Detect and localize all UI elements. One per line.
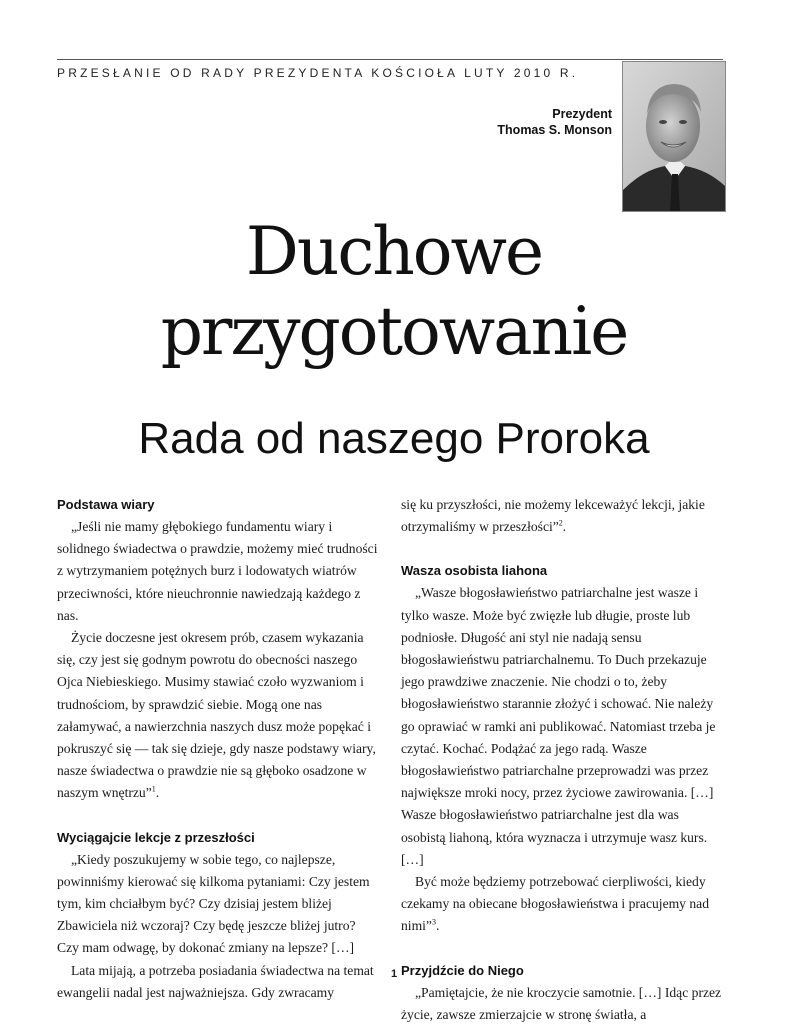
paragraph: się ku przyszłości, nie możemy lekceważyć lekcji, jakie otrzymaliśmy w przeszłości”$^2$. bbox=[401, 497, 705, 535]
header-rule bbox=[57, 59, 723, 60]
byline bbox=[497, 106, 612, 138]
paragraph: „Pamiętajcie, że nie kroczycie samotnie. […] Idąc przez życie, zawsze zmierzajcie w stronę światła, a bbox=[401, 984, 722, 1022]
left-column bbox=[57, 494, 379, 1004]
section-heading: Wyciągajcie lekcje z przeszłości bbox=[57, 829, 255, 845]
footnote-ref: 3 bbox=[431, 917, 436, 927]
byline-name: Thomas S. Monson bbox=[497, 123, 612, 137]
footnote-ref: 1 bbox=[151, 784, 156, 794]
section-heading: Podstawa wiary bbox=[57, 497, 155, 512]
paragraph: Być może będziemy potrzebować cierpliwości, kiedy czekamy na obiecane błogosławieństwa i pracujemy nad nimi”$^3$. bbox=[401, 874, 710, 934]
section-heading: Wasza osobista liahona bbox=[401, 563, 548, 579]
paragraph: Życie doczesne jest okresem prób, czasem wykazania się, czy jest się godnym powrotu do obecności naszego Ojca Niebieskiego. Musimy stawiać czoło wyzwaniom i trudnościom, by sprawdzić siebie. Mogą one nas załamywać, a nawierzchnia naszych dusz może popękać i pokruszyć się — tak się dzieje, gdy nasze podstawy wiary, nasze świadectwa o prawdzie nie są głęboko osadzone w naszym wnętrzu”$^1$. bbox=[57, 630, 376, 801]
page-number: 1 bbox=[390, 968, 398, 980]
article-subtitle: Rada od naszego Proroka bbox=[138, 413, 650, 463]
paragraph: „Jeśli nie mamy głębokiego fundamentu wiary i solidnego świadectwa o prawdzie, możemy mieć trudności z wytrzymaniem potężnych burz i lodowatych wiatrów przeciwności, które nieuchronnie nawiedzają każdego z nas. bbox=[57, 519, 378, 623]
section-heading: Przyjdźcie do Niego bbox=[401, 962, 524, 978]
paragraph: „Kiedy poszukujemy w sobie tego, co najlepsze, powinniśmy kierować się kilkoma pytaniami: Czy jestem tym, kim chciałbym być? Czy dzisiaj jestem bliżej Zbawiciela niż wczoraj? Czy będę jeszcze bliżej jutro? Czy mam odwagę, by dokonać zmiany na lepsze? […] bbox=[57, 851, 370, 956]
paragraph: „Wasze błogosławieństwo patriarchalne jest wasze i tylko wasze. Może być zwięzłe lub długie, proste lub podniosłe. Długość ani styl nie nadają sensu błogosławieństwu patriarchalnemu. To Duch przekazuje jego prawdziwe znaczenie. Nie chodzi o to, żeby błogosławieństwo starannie złożyć i schować. Nie należy go oprawiać w ramki ani publikować. Natomiast trzeba je czytać. Kochać. Podążać za jego radą. Wasze błogosławieństwo patriarchalne przeprowadzi was przez największe mroki nocy, przez życiowe zawirowania. […] Wasze błogosławieństwo patriarchalne jest dla was osobistą liahoną, która wyznacza i utrzymuje wasz kurs. […] bbox=[401, 585, 716, 867]
issue-kicker: PRZESŁANIE OD RADY PREZYDENTA KOŚCIOŁA LUTY 2010 R. bbox=[57, 66, 579, 80]
byline-role: Prezydent bbox=[552, 107, 612, 121]
article-title-line-2: przygotowanie bbox=[160, 293, 628, 370]
right-column bbox=[401, 494, 723, 1026]
paragraph: Lata mijają, a potrzeba posiadania świadectwa na temat ewangelii nadal jest najważniejsza. Gdy zwracamy bbox=[57, 962, 374, 1000]
article-title-line-1: Duchowe bbox=[245, 213, 543, 290]
footnote-ref: 2 bbox=[558, 518, 563, 528]
author-portrait bbox=[622, 61, 726, 212]
